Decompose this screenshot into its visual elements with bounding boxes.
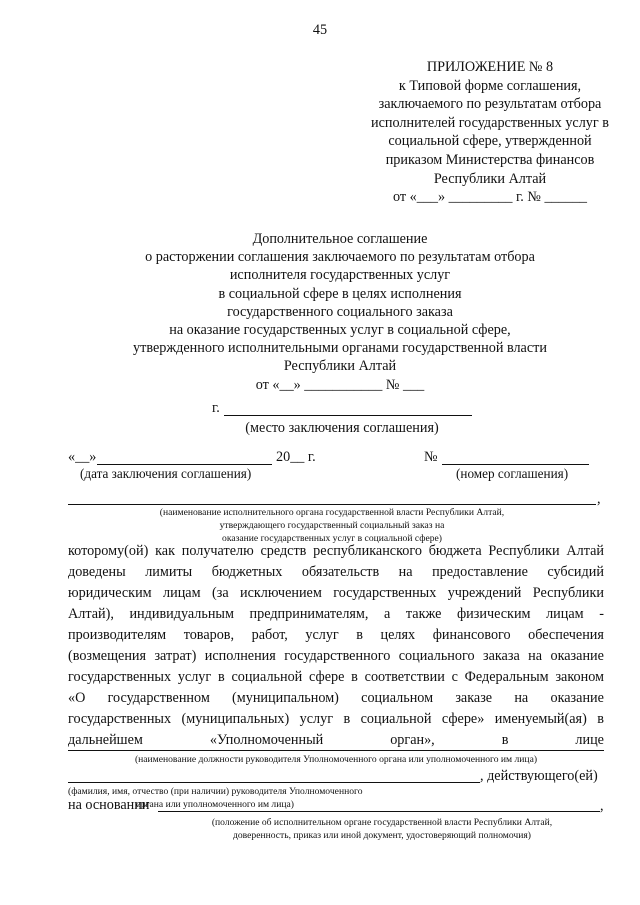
appendix-line: приказом Министерства финансов — [385, 151, 595, 168]
number-caption: (номер соглашения) — [456, 466, 569, 481]
body-word: сфере — [309, 669, 345, 685]
title-line: о расторжении соглашения заключаемого по результатам отбора — [145, 249, 535, 266]
document-title — [0, 230, 640, 394]
date-caption: (дата заключения соглашения) — [80, 466, 252, 481]
body-line — [68, 732, 604, 749]
body-word: бюджетных — [211, 564, 283, 580]
body-word: именуемый(ая) — [494, 711, 587, 727]
org-caption-line: (наименование исполнительного органа государственной власти Республики Алтай, — [159, 507, 505, 518]
org-caption-line: оказание государственных услуг в социальной сфере) — [222, 532, 442, 544]
body-word: работ, — [251, 627, 288, 643]
body-word: средств — [260, 543, 307, 559]
body-word: исполнения — [204, 648, 276, 664]
body-word: Федеральным — [464, 669, 549, 685]
body-word: в — [356, 627, 363, 643]
date-year: 20__ г. — [276, 449, 316, 465]
body-word: (возмещения — [68, 648, 147, 664]
body-word: также — [405, 606, 442, 622]
appendix-block — [345, 58, 635, 207]
acting-text: , действующего(ей) — [480, 768, 598, 784]
title-line: государственного социального заказа — [227, 303, 453, 320]
title-line: исполнителя государственных услуг — [229, 267, 451, 284]
body-line — [68, 543, 604, 560]
body-word: исключением — [240, 585, 322, 601]
body-word: государственных — [333, 585, 437, 601]
body-word: предоставление — [432, 564, 528, 580]
body-word: государственном — [107, 690, 210, 706]
body-word: Республики — [532, 585, 604, 601]
body-word: (муниципальном) — [232, 690, 339, 706]
body-word: социальном — [361, 690, 434, 706]
page-number: 45 — [312, 22, 328, 38]
body-word: заказа — [482, 648, 520, 664]
agreement-number-field[interactable] — [442, 464, 589, 465]
body-word: в — [597, 711, 604, 727]
body-word: «Уполномоченный — [209, 732, 324, 748]
fio-field[interactable] — [68, 782, 480, 783]
date-month-field[interactable] — [97, 464, 272, 465]
body-word: дальнейшем — [68, 732, 143, 748]
basis-comma: , — [600, 798, 604, 814]
appendix-line: заключаемого по результатам отбора — [378, 96, 602, 113]
title-line: Дополнительное соглашение — [252, 231, 428, 247]
body-word: услуг — [177, 669, 212, 685]
title-line: утвержденного исполнительными органами государственной власти — [133, 340, 547, 357]
body-word: (муниципальных) — [181, 711, 290, 727]
place-prefix: г. — [212, 400, 220, 416]
representative-caption: (наименование должности руководителя Уполномоченного органа или уполномоченного им лица) — [134, 754, 538, 765]
body-line — [68, 669, 604, 686]
number-sign: № — [424, 449, 438, 465]
body-word: обязательств — [301, 564, 380, 580]
basis-field[interactable] — [158, 811, 600, 812]
title-line: на оказание государственных услуг в социальной сфере, — [169, 322, 511, 339]
body-word: субсидий — [547, 564, 604, 580]
org-caption — [68, 507, 596, 545]
body-word: лимиты — [145, 564, 193, 580]
body-word: лицам — [546, 606, 584, 622]
title-line: Республики Алтай — [283, 358, 397, 375]
org-name-field[interactable] — [68, 504, 596, 505]
body-word: товаров, — [183, 627, 235, 643]
body-line — [68, 606, 604, 623]
org-caption-line: утверждающего государственный социальный заказ на — [219, 519, 445, 531]
body-word: целях — [380, 627, 416, 643]
appendix-line: социальной сфере, утвержденной — [388, 133, 592, 150]
body-word: на — [528, 648, 543, 664]
body-word: в — [501, 732, 509, 748]
body-word: предпринимателям, — [249, 606, 369, 622]
body-word: индивидуальным — [129, 606, 234, 622]
representative-position-field[interactable] — [68, 750, 604, 751]
body-line — [68, 585, 604, 602]
basis-label: на основании — [68, 797, 150, 813]
body-word: Республики — [488, 543, 560, 559]
fio-caption-line: (фамилия, имя, отчество (при наличии) руководителя Уполномоченного — [68, 786, 363, 797]
title-line: в социальной сфере в целях исполнения — [218, 285, 462, 302]
body-word: оказание — [550, 648, 604, 664]
body-word: бюджета — [428, 543, 482, 559]
body-word: услуг — [299, 711, 334, 727]
body-word: с — [451, 669, 458, 685]
body-word: социальной — [231, 669, 303, 685]
body-word: «О — [68, 690, 86, 706]
body-word: получателю — [181, 543, 254, 559]
body-word: на — [514, 690, 529, 706]
body-word: в — [351, 669, 358, 685]
appendix-date-line: от «___» _________ г. № ______ — [392, 189, 588, 206]
appendix-title: ПРИЛОЖЕНИЕ № 8 — [426, 59, 554, 75]
fio-caption-line: органа или уполномоченного им лица) — [136, 799, 294, 810]
basis-caption — [158, 816, 606, 842]
org-comma: , — [597, 491, 601, 507]
body-word: а — [384, 606, 391, 622]
body-line — [68, 627, 604, 644]
body-word: обеспечения — [528, 627, 604, 643]
body-word: государственных — [68, 711, 172, 727]
body-word: Алтай — [566, 543, 604, 559]
body-line — [68, 690, 604, 707]
body-word: (за — [211, 585, 229, 601]
body-word: юридическим — [68, 585, 152, 601]
body-word: затрат) — [154, 648, 197, 664]
date-day: «__» — [68, 449, 97, 465]
body-word: которому(ой) — [68, 543, 149, 559]
body-word: оказание — [550, 690, 604, 706]
body-word: как — [155, 543, 175, 559]
body-word: государственных — [68, 669, 172, 685]
body-word: финансового — [432, 627, 511, 643]
body-word: учреждений — [447, 585, 522, 601]
basis-caption-line: доверенность, приказ или иной документ, удостоверяющий полномочия) — [233, 830, 531, 841]
body-word: услуг — [305, 627, 339, 643]
body-word: производителям — [68, 627, 167, 643]
body-word: орган», — [390, 732, 435, 748]
body-word: лице — [575, 732, 604, 748]
place-caption: (место заключения соглашения) — [245, 420, 439, 436]
body-word: - — [599, 606, 604, 622]
body-word: физическим — [456, 606, 531, 622]
body-word: республиканского — [313, 543, 422, 559]
body-word: заказе — [455, 690, 493, 706]
body-line — [68, 648, 604, 665]
body-word: законом — [555, 669, 604, 685]
appendix-line: Республики Алтай — [433, 170, 547, 187]
body-word: в — [343, 711, 351, 727]
body-line — [68, 711, 604, 728]
body-word: в — [217, 669, 225, 685]
basis-caption-line: (положение об исполнительном органе государственной власти Республики Алтай, — [211, 817, 553, 828]
body-word: лицам — [163, 585, 201, 601]
body-word: государственного — [284, 648, 391, 664]
body-word: доведены — [68, 564, 126, 580]
body-word: Алтай), — [68, 606, 114, 622]
body-word: социальной — [360, 711, 432, 727]
appendix-line: к Типовой форме соглашения, — [398, 77, 582, 94]
body-word: социального — [398, 648, 475, 664]
place-field[interactable] — [224, 415, 472, 416]
body-word: соответствии — [364, 669, 445, 685]
appendix-line: исполнителей государственных услуг в — [371, 114, 609, 131]
body-word: на — [398, 564, 413, 580]
title-date-line: от «__» ___________ № ___ — [255, 376, 425, 393]
body-word: сфере» — [441, 711, 485, 727]
body-line — [68, 564, 604, 581]
